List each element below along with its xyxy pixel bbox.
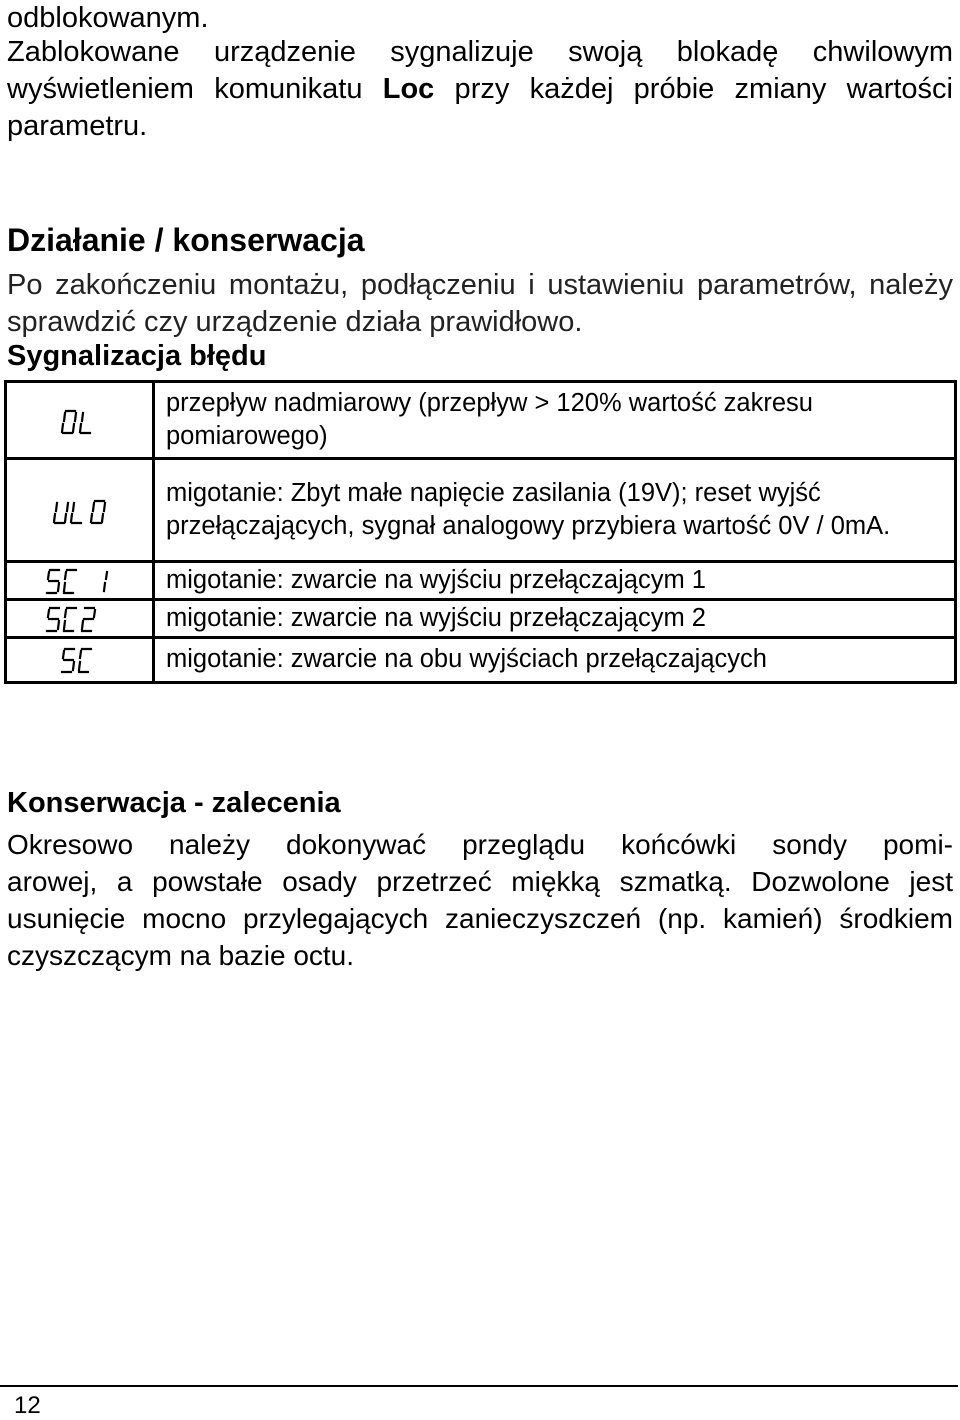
display-code-sc2-icon: [45, 604, 145, 634]
error-code-sc2: [6, 600, 154, 638]
error-signaling-heading: Sygnalizacja błędu: [7, 340, 267, 372]
error-row-sc1: [6, 562, 956, 600]
display-code-ol-icon: [45, 405, 145, 435]
lock-info-paragraph: [7, 34, 953, 145]
display-code-sc1-icon: [45, 566, 145, 596]
error-code-sc: [6, 638, 154, 683]
display-code-ulo-icon: [45, 495, 145, 525]
error-desc-sc: migotanie: zwarcie na obu wyjściach przełączających: [154, 638, 956, 683]
lock-text-after: przy każdej próbie zmiany wartości parametru.: [7, 73, 953, 142]
lock-text-before: Zablokowane urządzenie sygnalizuje swoją blokadę chwilowym wyświetleniem komunikatu: [7, 36, 953, 105]
page-number: 12: [14, 1392, 41, 1419]
error-table: [4, 380, 957, 684]
error-desc-sc1: migotanie: zwarcie na wyjściu przełączającym 1: [154, 562, 956, 600]
maintenance-line-1: Okresowo należy dokonywać przeglądu końcówki sondy pomi-: [7, 829, 953, 860]
error-code-ulo: [6, 459, 154, 562]
error-desc-sc2: migotanie: zwarcie na wyjściu przełączającym 2: [154, 600, 956, 638]
operation-heading: Działanie / konserwacja: [7, 222, 365, 258]
intro-line: odblokowanym.: [7, 2, 209, 34]
error-row-sc2: [6, 600, 956, 638]
maintenance-paragraph: arowej, a powstałe osady przetrzeć miękką szmatką. Dozwolone jest usunięcie mocno przylegających zanieczyszczeń (np. kamień) środkiem czyszczącym na bazie octu.: [7, 866, 953, 971]
display-code-sc-icon: [45, 645, 145, 675]
error-code-ol: [6, 382, 154, 459]
lock-code: Loc: [382, 73, 435, 105]
footer-divider: [0, 1385, 958, 1387]
error-row-sc: [6, 638, 956, 683]
error-desc-ol: przepływ nadmiarowy (przepływ > 120% wartość zakresu pomiarowego): [154, 382, 956, 459]
maintenance-heading: Konserwacja - zalecenia: [7, 787, 341, 819]
error-row-ulo: [6, 459, 956, 562]
error-row-ol: [6, 382, 956, 459]
error-desc-ulo: migotanie: Zbyt małe napięcie zasilania (19V); reset wyjść przełączających, sygnał analogowy przybiera wartość 0V / 0mA.: [154, 459, 956, 562]
operation-paragraph: Po zakończeniu montażu, podłączeniu i ustawieniu parametrów, należy sprawdzić czy urządzenie działa prawidłowo.: [7, 269, 953, 338]
error-code-sc1: [6, 562, 154, 600]
